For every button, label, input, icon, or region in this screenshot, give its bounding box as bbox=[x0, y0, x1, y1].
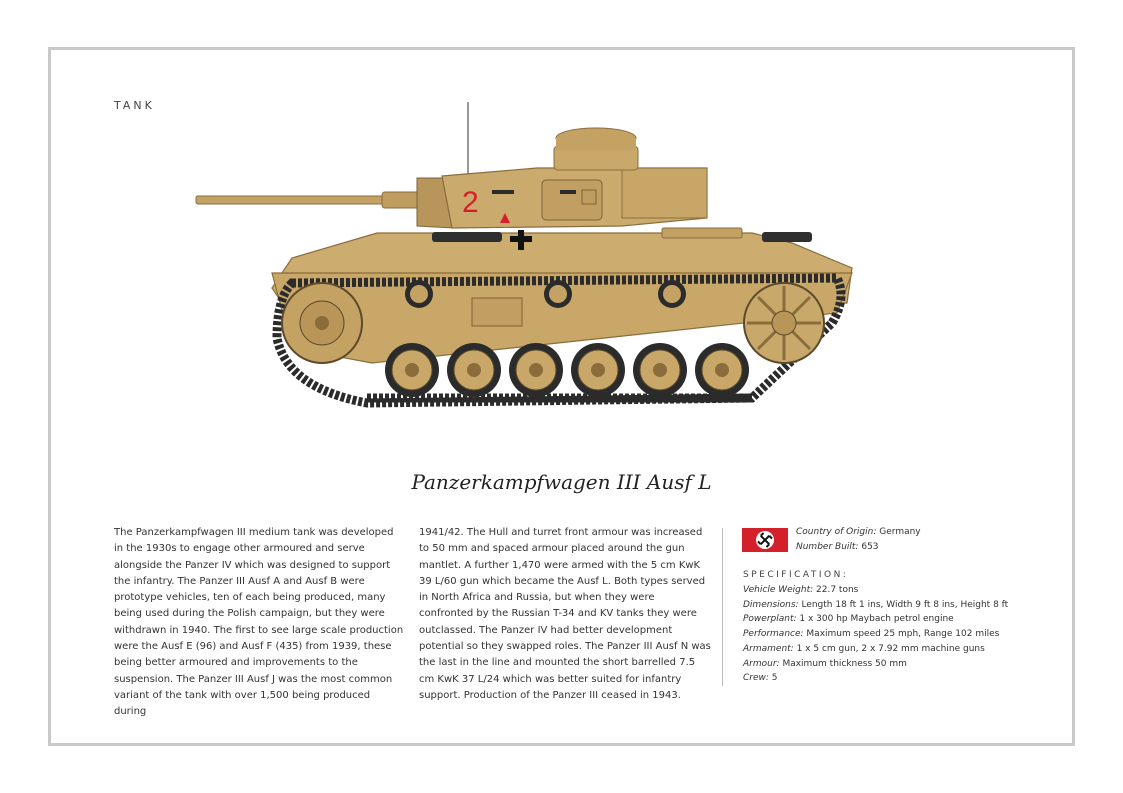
spec-label: Vehicle Weight: bbox=[743, 585, 814, 595]
spec-label: Performance: bbox=[743, 629, 804, 640]
spec-row bbox=[743, 657, 1043, 672]
spec-row bbox=[743, 671, 1043, 686]
spec-label: Armour: bbox=[743, 658, 780, 669]
spec-label: Crew: bbox=[743, 673, 769, 684]
spec-value: Maximum speed 25 mph, Range 102 miles bbox=[806, 629, 1000, 640]
flag-icon bbox=[742, 528, 788, 552]
tank-illustration bbox=[192, 98, 862, 410]
vehicle-title: Panzerkampfwagen III Ausf L bbox=[411, 470, 712, 494]
spec-value: 1 x 5 cm gun, 2 x 7.92 mm machine guns bbox=[796, 643, 985, 654]
built-value: 653 bbox=[861, 542, 879, 552]
description-column-1: The Panzerkampfwagen III medium tank was developed in the 1930s to engage other armoured and serve alongside the Panzer IV which was designed to support the infantry. The Panzer III Ausf A and Ausf B were prototype vehicles, ten of each being produced, many being used during the Polish campaign, but they were withdrawn in 1940. The first to see large scale production were the Ausf E (96) and Ausf F (435) from 1939, these being better armoured and improvements to the suspension. The Panzer III Ausf J was the most common variant of the tank with over 1,500 being produced during bbox=[114, 527, 404, 718]
spec-value: Maximum thickness 50 mm bbox=[782, 658, 907, 669]
spec-list bbox=[743, 583, 1043, 686]
spec-value: 22.7 tons bbox=[816, 585, 859, 595]
spec-heading: SPECIFICATION: bbox=[743, 570, 849, 580]
column-divider bbox=[722, 528, 723, 686]
origin-row bbox=[796, 525, 921, 540]
spec-row bbox=[743, 627, 1043, 642]
tank-number-marking: 2 bbox=[462, 186, 479, 219]
built-label: Number Built: bbox=[796, 542, 859, 552]
built-row bbox=[796, 540, 921, 555]
description-column-2: 1941/42. The Hull and turret front armour was increased to 50 mm and spaced armour placed around the gun mantlet. A further 1,470 were armed with the 5 cm KwK 39 L/60 gun which became the Ausf L. Both types served in North Africa and Russia, but when they were confronted by the Russian T-34 and KV tanks they were outclassed. The Panzer IV had better development potential so they swapped roles. The Panzer III Ausf N was the last in the line and mounted the short barrelled 7.5 cm KwK 37 L/24 which was better suited for infantry support. Production of the Panzer III ceased in 1943. bbox=[419, 527, 711, 701]
origin-block bbox=[796, 525, 921, 555]
spec-label: Armament: bbox=[743, 643, 794, 654]
origin-value: Germany bbox=[879, 527, 921, 537]
spec-row bbox=[743, 598, 1043, 613]
spec-label: Powerplant: bbox=[743, 614, 797, 625]
spec-value: 1 x 300 hp Maybach petrol engine bbox=[799, 614, 954, 625]
spec-label: Dimensions: bbox=[743, 599, 799, 610]
spec-value: Length 18 ft 1 ins, Width 9 ft 8 ins, Height 8 ft bbox=[801, 599, 1009, 610]
spec-row bbox=[743, 642, 1043, 657]
origin-label: Country of Origin: bbox=[796, 527, 877, 537]
spec-value: 5 bbox=[771, 673, 778, 684]
spec-row bbox=[743, 612, 1043, 627]
category-label: TANK bbox=[114, 99, 155, 112]
spec-row bbox=[743, 583, 1043, 598]
